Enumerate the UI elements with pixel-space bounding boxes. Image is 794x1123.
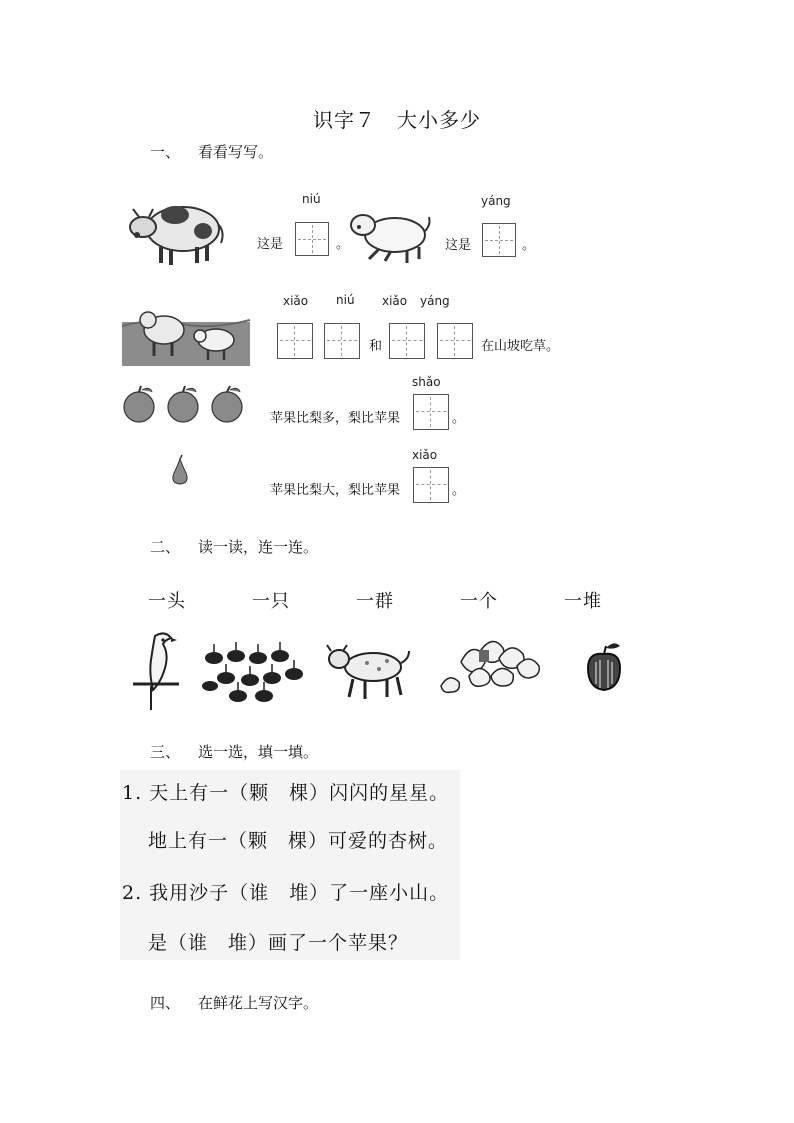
- measure-word[interactable]: 一头: [148, 591, 186, 612]
- pinyin-niu: niú: [336, 293, 355, 307]
- section-2-heading: [150, 536, 318, 557]
- period-text: 。: [522, 238, 536, 253]
- section-3-heading: [150, 741, 318, 762]
- measure-word[interactable]: 一群: [356, 591, 394, 612]
- section-2-number: 二、: [150, 538, 181, 556]
- period-text: 。: [452, 483, 466, 498]
- section-2-title: 读一读，连一连。: [198, 538, 319, 556]
- page-title: 识字７ 大小多少: [313, 108, 481, 132]
- section-4-number: 四、: [150, 994, 181, 1012]
- exercise-line[interactable]: 地上有一（颗 棵）可爱的杏树。: [128, 830, 449, 852]
- section-1-number: 一、: [150, 143, 181, 161]
- section-4-title: 在鲜花上写汉字。: [198, 994, 319, 1012]
- bird-picture[interactable]: [133, 630, 181, 712]
- exercise-line[interactable]: 是（谁 堆）画了一个苹果？: [128, 932, 409, 954]
- exercise-line[interactable]: 1. 天上有一（颗 棵）闪闪的星星。: [122, 782, 450, 804]
- sentence-text: 在山坡吃草。: [481, 339, 560, 354]
- pinyin-xiao: xiǎo: [382, 294, 408, 308]
- section-3-title: 选一选，填一填。: [198, 743, 319, 761]
- pinyin-niu: niú: [302, 192, 321, 206]
- section-3-number: 三、: [150, 743, 181, 761]
- tianzige-box[interactable]: [413, 394, 449, 430]
- apple-picture[interactable]: [584, 640, 624, 696]
- fill-in-exercise: [120, 770, 460, 960]
- calf-and-lamb-picture: [122, 296, 250, 366]
- pinyin-xiao: xiǎo: [283, 294, 309, 308]
- tianzige-box[interactable]: [324, 323, 360, 359]
- section-1-title: 看看写写。: [198, 143, 274, 161]
- sentence-text: 苹果比梨大，梨比苹果: [270, 483, 401, 498]
- flock-of-ducks-picture[interactable]: [198, 636, 306, 706]
- pinyin-xiao: xiǎo: [412, 448, 438, 462]
- sentence-text: 这是: [445, 238, 472, 253]
- period-text: 。: [452, 411, 466, 426]
- section-4-heading: [150, 992, 318, 1013]
- tianzige-box[interactable]: [413, 467, 449, 503]
- section-1-heading: [150, 141, 273, 162]
- sentence-text: 这是: [257, 237, 284, 252]
- pear-picture: [170, 455, 190, 485]
- measure-word[interactable]: 一堆: [564, 591, 602, 612]
- pinyin-yang: yáng: [420, 294, 450, 308]
- cow-picture: [125, 195, 225, 267]
- pinyin-yang: yáng: [481, 194, 511, 208]
- tianzige-box[interactable]: [295, 222, 329, 256]
- tianzige-box[interactable]: [437, 323, 473, 359]
- three-apples-picture: [122, 386, 246, 424]
- sentence-text: 苹果比梨多，梨比苹果: [270, 411, 401, 426]
- measure-word[interactable]: 一只: [252, 591, 290, 612]
- sheep-picture: [345, 205, 431, 265]
- pile-of-peaches-picture[interactable]: [433, 636, 555, 694]
- tianzige-box[interactable]: [389, 323, 425, 359]
- ox-picture[interactable]: [327, 643, 411, 701]
- connector-text: 和: [369, 339, 383, 354]
- measure-word[interactable]: 一个: [460, 591, 498, 612]
- period-text: 。: [336, 237, 350, 252]
- tianzige-box[interactable]: [482, 223, 516, 257]
- pinyin-shao: shǎo: [412, 375, 441, 389]
- exercise-line[interactable]: 2. 我用沙子（谁 堆）了一座小山。: [122, 882, 450, 904]
- tianzige-box[interactable]: [277, 323, 313, 359]
